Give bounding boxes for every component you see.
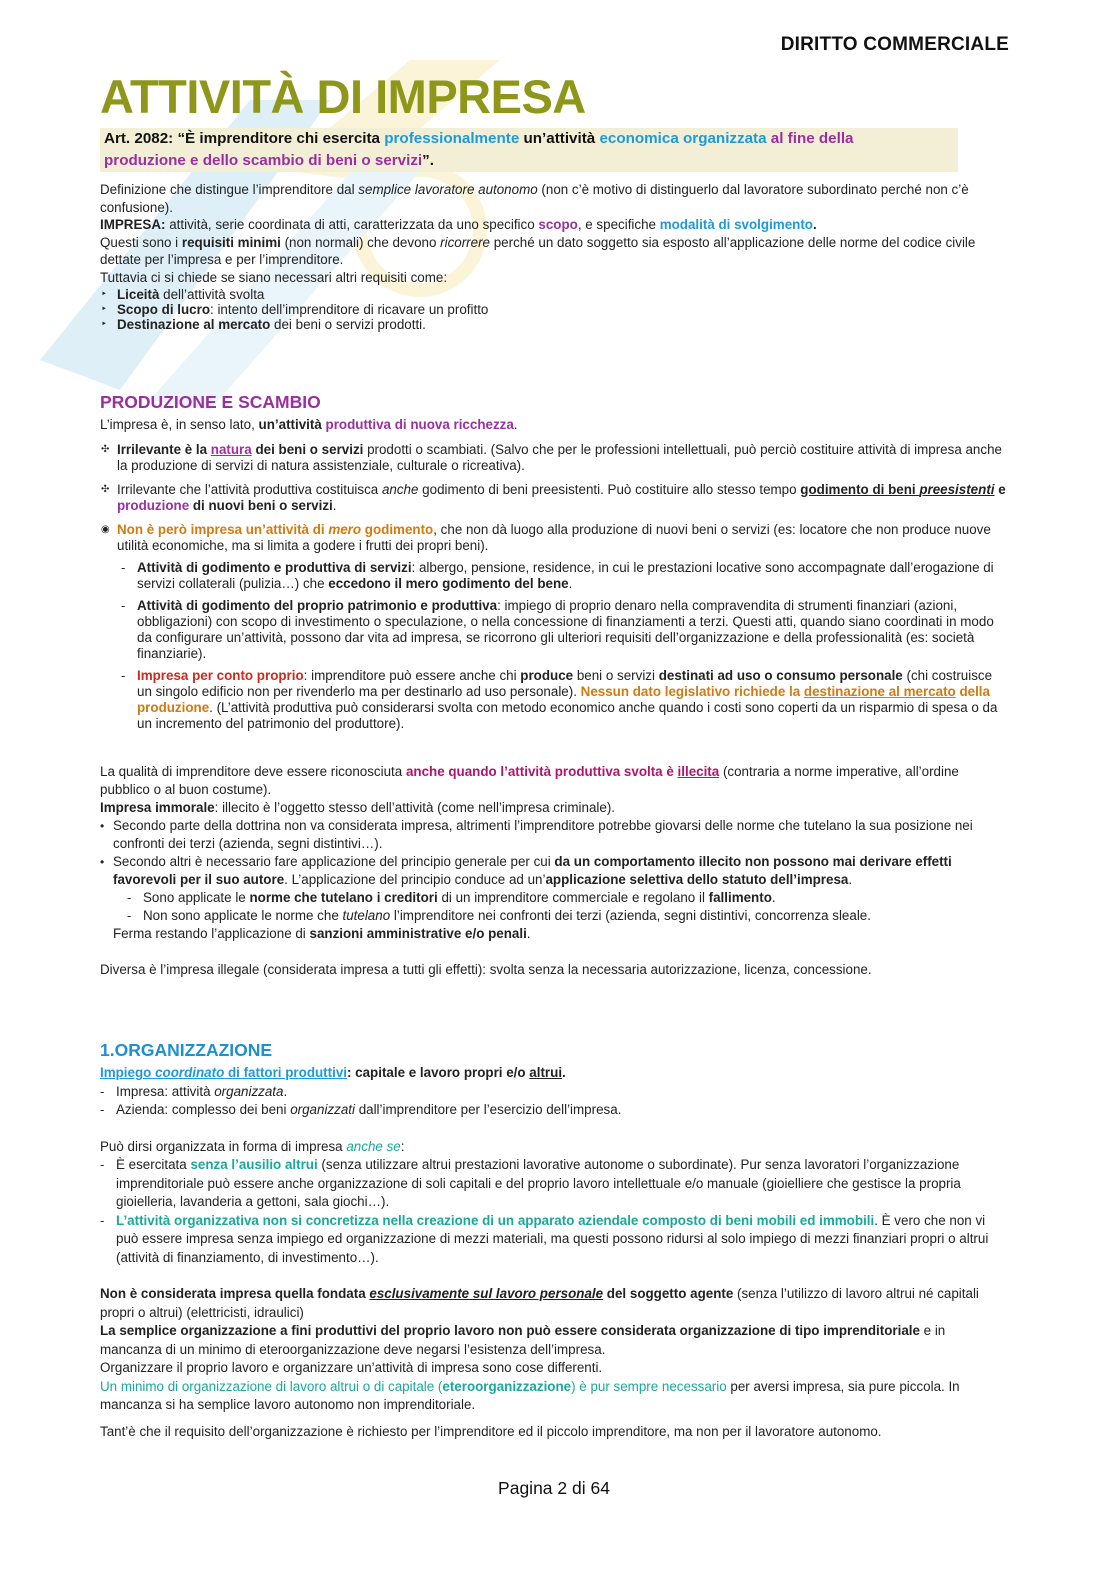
section-heading-produzione: PRODUZIONE E SCAMBIO bbox=[100, 392, 321, 412]
illecito-section: La qualità di imprenditore deve essere riconosciuta anche quando l’attività produttiva svolta è illecita (contraria a norme imperative, all’ordine pubblico o al buon costume). Impresa immorale: illecito è l’oggetto stesso dell’attività (come nell’impresa criminale). • Secondo parte della dottrina non va considerata impresa, altrimenti l’imprenditore potrebbe giovarsi delle norme che tutelano la sua posizione nei confronti dei terzi (azienda, segni distintivi…). • Secondo altri è necessario fare applicazione del principio generale per cui da un comportamento illecito non possono mai derivare effetti favorevoli per il suo autore. L’applicazione del principio conduce ad un’applicazione selettiva dello statuto dell’impresa. - Sono applicate le norme che tutelano i creditori di un imprenditore commerciale e regolano il fallimento. - Non sono applicate le norme che tutelano l’imprenditore nei confronti dei terzi (azienda, segni distintivi, concorrenza sleale. Ferma restando l’applicazione di sanzioni amministrative e/o penali. Diversa è l’impresa illegale (considerata impresa a tutti gli effetti): svolta senza la necessaria autorizzazione, licenza, concessione. bbox=[100, 764, 973, 977]
document-header: DIRITTO COMMERCIALE bbox=[780, 34, 1009, 55]
section-heading-organizzazione: 1.ORGANIZZAZIONE bbox=[100, 1040, 273, 1060]
page-title: ATTIVITÀ DI IMPRESA bbox=[100, 70, 586, 123]
requirements-list bbox=[101, 286, 1010, 332]
list-item: ‣ Destinazione al mercato dei beni o servizi prodotti. bbox=[101, 316, 426, 332]
organizzazione-section: Impiego coordinato di fattori produttivi: capitale e lavoro propri e/o altrui. - Impresa: attività organizzata. - Azienda: complesso dei beni organizzati dall’imprenditore per l’esercizio dell’impresa. Può dirsi organizzata in forma di impresa anche se: - È esercitata senza l’ausilio altrui (senza utilizzare altrui prestazioni lavorative autonome o subordinate). Pur senza lavoratori l’organizzazione imprenditoriale può essere anche organizzazione di soli capitali e del proprio lavoro intellettuale e/o manuale (gioielliere che gestisce la propria gioielleria, lavanderia a gettoni, sala giochi…). - L’attività organizzativa non si concretizza nella creazione di un apparato aziendale composto di beni mobili ed immobili. È vero che non vi può essere impresa senza impiego ed organizzazione di mezzi materiali, ma questi possono ridursi al solo impiego di mezzi finanziari propri o altrui (attività di finanziamento, di investimento…). Non è considerata impresa quella fondata esclusivamente sul lavoro personale del soggetto agente (senza l’utilizzo di lavoro altrui né capitali propri o altrui) (elettricisti, idraulici) La semplice organizzazione a fini produttivi del proprio lavoro non può essere considerata organizzazione di tipo imprenditoriale e in mancanza di un minimo di eteroorganizzazione deve negarsi l’esistenza dell’impresa. Organizzare il proprio lavoro e organizzare un’attività di impresa sono cose differenti. Un minimo di organizzazione di lavoro altrui o di capitale (eteroorganizzazione) è pur sempre necessario per aversi impresa, sia pure piccola. In mancanza si ha semplice lavoro autonomo non imprenditoriale. Tant’è che il requisito dell’organizzazione è richiesto per l’imprenditore ed il piccolo imprenditore, ma non per il lavoratore autonomo. bbox=[100, 1065, 989, 1439]
intro-section: Definizione che distingue l’imprenditore dal semplice lavoratore autonomo (non c’è motivo di distinguerlo dal lavoratore subordinato perché non c’è confusione). IMPRESA: attività, serie coordinata di atti, caratterizzata da uno specifico scopo, e specifiche modalità di svolgimento. Questi sono i requisiti minimi (non normali) che devono ricorrere perché un dato soggetto sia esposto all’applicazione delle norme del codice civile dettate per l’impresa e per l’imprenditore. Tuttavia ci si chiede se siano necessari altri requisiti come: ‣ Liceità dell’attività svolta ‣ Scopo di lucro: intento dell’imprenditore di ricavare un profitto ‣ Destinazione al mercato dei beni o servizi prodotti. bbox=[100, 181, 1010, 332]
list-item: ‣ Scopo di lucro: intento dell’imprenditore di ricavare un profitto bbox=[101, 301, 489, 317]
produzione-section: L’impresa è, in senso lato, un’attività produttiva di nuova ricchezza. ✣ Irrilevante è la natura dei beni o servizi prodotti o scambiati. (Salvo che per le professioni intellettuali, può perciò costituire attività di impresa anche la produzione di servizi di natura assistenziale, culturale o ricreativa). ✣ Irrilevante che l’attività produttiva costituisca anche godimento di beni preesistenti. Può costituire allo stesso tempo godimento di beni preesistenti e produzione di nuovi beni o servizi. ◉ Non è però impresa un’attività di mero godimento, che non dà luogo alla produzione di nuovi beni o servizi (es: locatore che non produce nuove utilità economiche, ma si limita a godere i frutti dei propri beni). - Attività di godimento e produttiva di servizi: albergo, pensione, residence, in cui le prestazioni locative sono accompagnate dall’erogazione di servizi collaterali (pulizia…) che eccedono il mero godimento del bene. - Attività di godimento del proprio patrimonio e produttiva: impiego di proprio denaro nella compravendita di strumenti finanziari (azioni, obbligazioni) con scopo di investimento o speculazione, o nella concessione di finanziamenti a terzi. Questi atti, quando siano coordinati in modo da configurare un’attività, possono dar vita ad impresa, se ricorrono gli ulteriori requisiti dell’organizzazione e della professionalità (es: società finanziarie). - Impresa per conto proprio: imprenditore può essere anche chi produce beni o servizi destinati ad uso o consumo personale (chi costruisce un singolo edificio non per rivenderlo ma per destinarlo ad uso personale). Nessun dato legislativo richiede la destinazione al mercato della produzione. (L’attività produttiva può considerarsi svolta con metodo economico anche quando i costi sono coperti da un risparmio di spesa o da un incremento del patrimonio del produttore). bbox=[100, 417, 1006, 731]
list-item: ‣ Liceità dell’attività svolta bbox=[101, 286, 265, 302]
article-2082: Art. 2082: “È imprenditore chi esercita professionalmente un’attività economica organizzata al fine della produzione e dello scambio di beni o servizi”. bbox=[100, 128, 958, 172]
page-number: Pagina 2 di 64 bbox=[498, 1478, 610, 1498]
